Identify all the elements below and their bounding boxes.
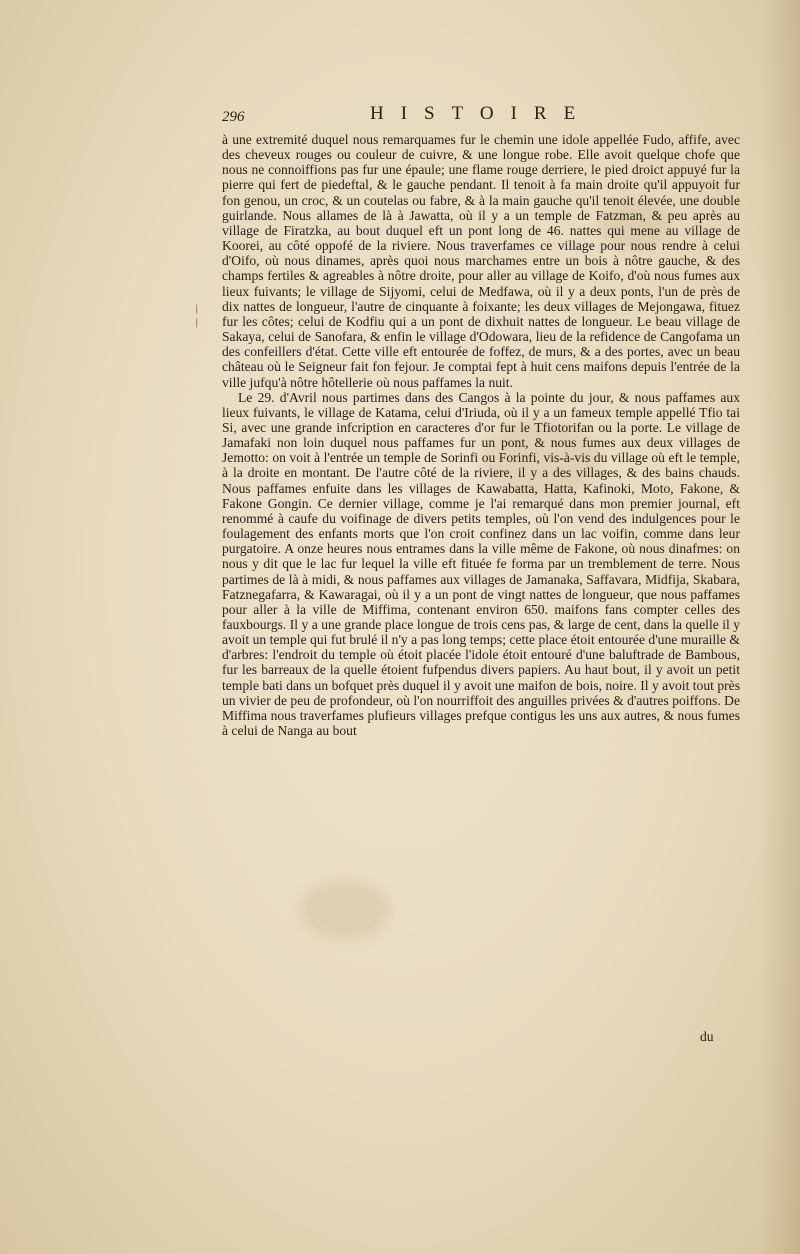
- running-title: HISTOIRE: [370, 103, 593, 124]
- page-edge-shadow: [760, 0, 800, 1254]
- page-header: [222, 103, 742, 133]
- page-number: 296: [222, 109, 245, 125]
- margin-pencil-mark: ꞁ ꞁ: [195, 300, 199, 328]
- paragraph: Le 29. d'Avril nous partimes dans des Cangos à la pointe du jour, & nous paffames aux lieux fuivants, le village de Katama, celui d'Iriuda, où il y a un fameux temple appellé Tfio tai Si, avec une grande infcription en caracteres d'or fur le Tfiotorifan ou la porte. Le village de Jamafaki non loin duquel nous paffames fur un pont, & nous fumes aux deux villages de Jemotto: on voit à l'entrée un temple de Sorinfi ou Forinfi, vis-à-vis du village où eft le temple, à la droite en montant. De l'autre côté de la riviere, il y a des villages, & des bains chauds. Nous paffames enfuite dans les villages de Kawabatta, Hatta, Kafinoki, Moto, Fakone, & Fakone Gongin. Ce dernier village, comme je l'ai remarqué dans mon premier journal, eft renommé à caufe du voifinage de divers petits temples, où l'on vend des indulgences pour le foulagement des enfants morts que l'on croit confinez dans un lac voifin, comme dans leur purgatoire. A onze heures nous entrames dans la ville même de Fakone, où nous dinafmes: on nous y dit que le lac fur lequel la ville eft fituée fe forma par un tremblement de terre. Nous partimes de là à midi, & nous paffames aux villages de Jamanaka, Saffavara, Midfija, Skabara, Fatznegafarra, & Kawaragai, où il y a un pont de vingt nattes de longueur, que nous paffames pour aller à la ville de Miffima, contenant environ 650. maifons fans compter celles des fauxbourgs. Il y a une grande place longue de trois cens pas, & large de cent, dans la quelle il y avoit un temple qui fut brulé il n'y a pas long temps; cette place étoit entourée d'une muraille & d'arbres: l'endroit du temple où étoit placée l'idole étoit entouré d'une baluftrade de Bambous, fur les barreaux de la quelle étoient fufpendus divers papiers. Au haut bout, il y avoit un petit temple bati dans un bofquet près duquel il y avoit une maifon de bois, noire. Il y avoit tout près un vivier de peu de profondeur, où l'on nourriffoit des anguilles privées & d'autres poiffons. De Miffima nous traverfames plufieurs villages prefque contigus les uns aux autres, & nous fumes à celui de Nanga au bout: [222, 389, 740, 739]
- paragraph: à une extremité duquel nous remarquames fur le chemin une idole appellée Fudo, affife, avec des cheveux rouges ou couleur de cuivre, & une longue robe. Elle avoit quelque chofe que nous ne connoiffions pas fur une épaule; une flame rouge derriere, le pied droict appuyé fur la pierre qui fert de piedeftal, & le gauche pendant. Il tenoit à fa main droite qu'il appuyoit fur fon genou, un croc, & un coutelas ou fabre, & à la main gauche qu'il tenoit élevée, une double guirlande. Nous allames de là à Jawatta, où il y a un temple de Fatzman, & peu après au village de Firatzka, au bout duquel eft un pont long de 46. nattes qui mene au village de Koorei, au côté oppofé de la riviere. Nous traverfames ce village pour nous rendre à celui d'Oifo, où nous dinames, après quoi nous marchames entre un bois à nôtre gauche, & des champs fertiles & agreables à nôtre droite, pour aller au village de Koifo, d'où nous fumes aux lieux fuivants; le village de Sijyomi, celui de Medfawa, où il y a deux ponts, l'un de près de dix nattes de longueur, l'autre de cinquante à foixante; les deux villages de Mejongawa, fituez fur les côtes; celui de Kodfiu qui a un pont de dixhuit nattes de longueur. Le beau village de Sakaya, celui de Sanofara, & enfin le village d'Odowara, lieu de la refidence de Cangofama un des confeillers d'état. Cette ville eft entourée de foffez, de murs, & a des portes, avec un beau château où le Seigneur fait fon fejour. Je comptai fept à huit cens maifons depuis l'entrée de la ville jufqu'à nôtre hôtellerie où nous paffames la nuit.: [222, 132, 740, 390]
- catchword: du: [700, 1029, 714, 1044]
- body-text: [222, 132, 740, 738]
- foxing-stain: [300, 880, 390, 940]
